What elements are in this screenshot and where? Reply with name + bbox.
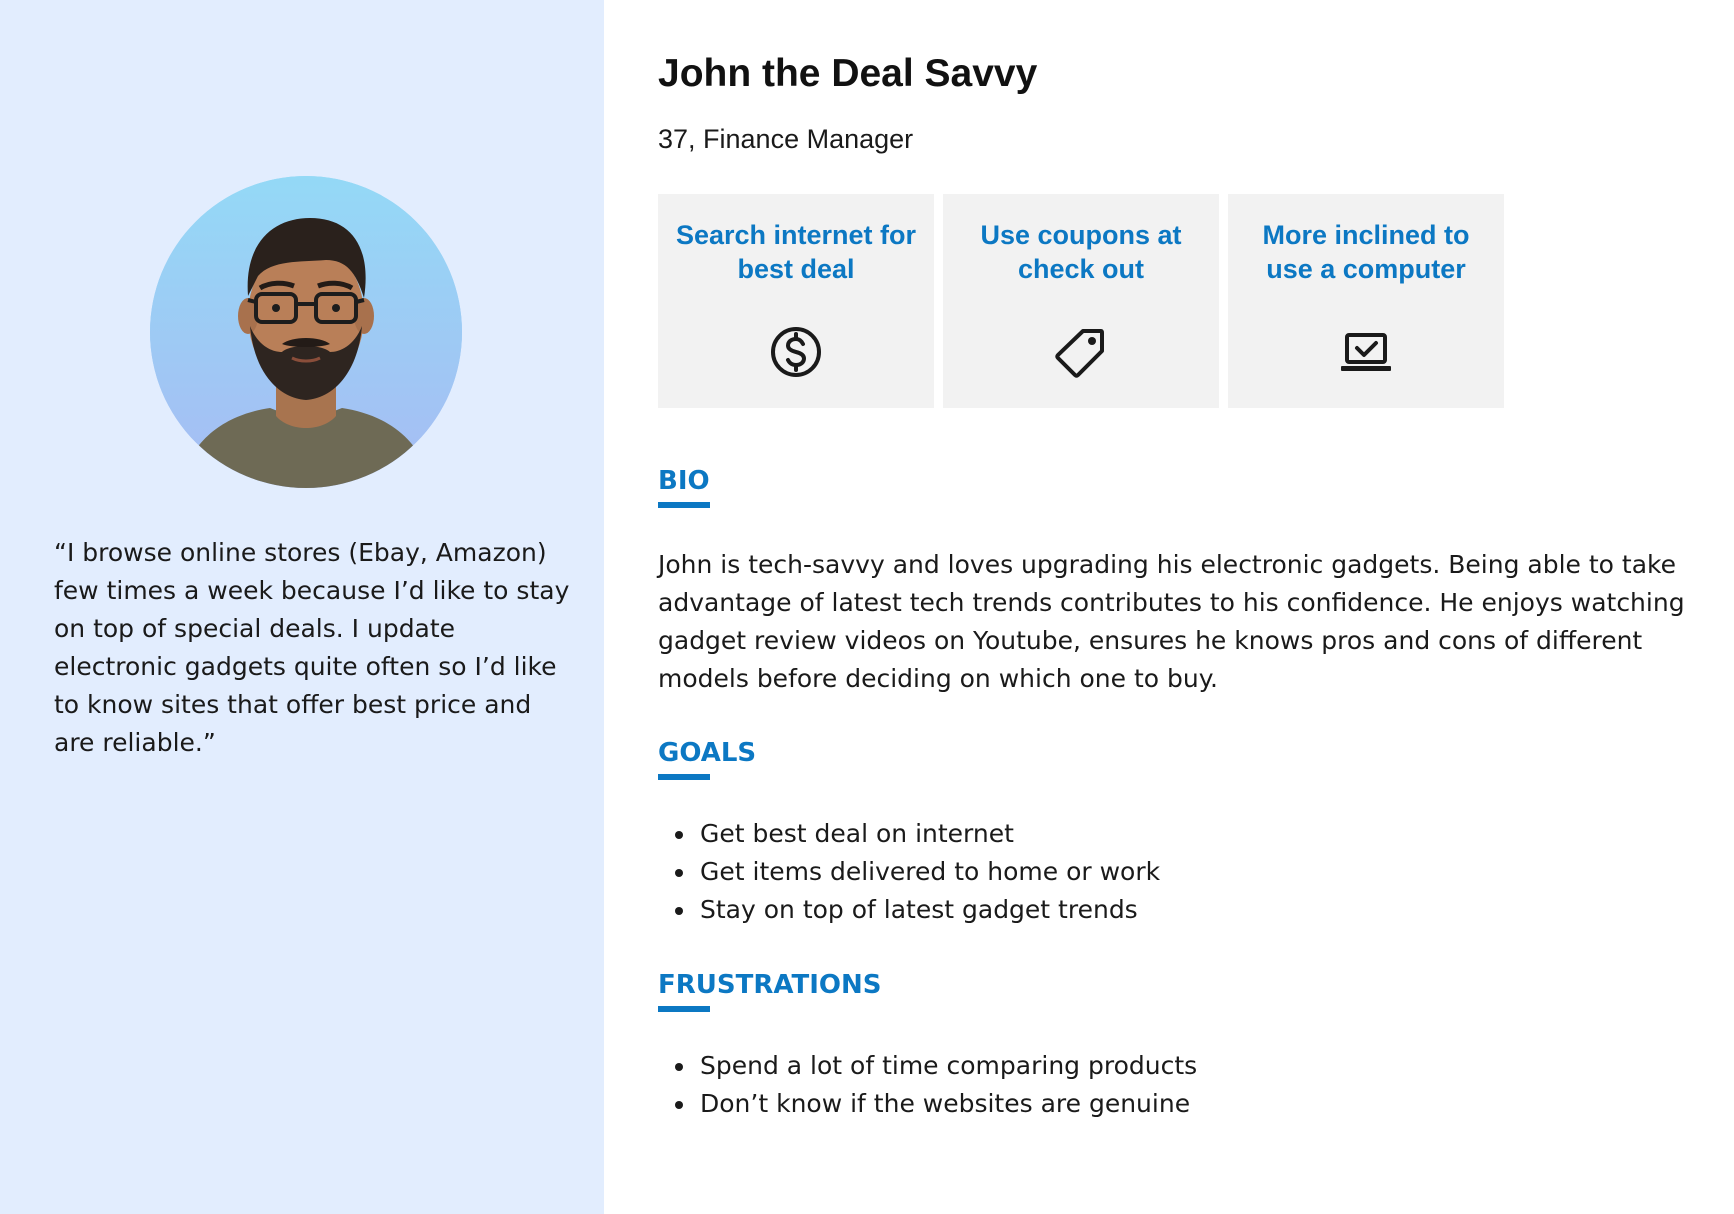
trait-card-label: More inclined to use a computer [1262,220,1470,284]
trait-card-computer [1228,194,1504,408]
persona-subtitle: 37, Finance Manager [658,124,914,154]
left-panel [0,0,604,1214]
goals-heading-underline [658,774,710,780]
list-item: Stay on top of latest gadget trends [658,891,1160,929]
dollar-coin-icon [768,324,824,380]
laptop-check-icon [1338,324,1394,380]
bullet-icon [675,831,683,839]
trait-card-label: Use coupons at check out [980,220,1182,284]
persona-name: John the Deal Savvy [658,52,1038,95]
list-item: Spend a lot of time comparing products [658,1047,1197,1085]
trait-cards [658,194,1504,408]
bio-heading: BIO [658,466,710,496]
bullet-icon [675,1063,683,1071]
goals-heading: GOALS [658,738,757,768]
avatar [150,176,462,488]
price-tag-icon [1053,324,1109,380]
bullet-icon [675,869,683,877]
trait-card-label: Search internet for best deal [675,220,917,284]
frustrations-heading: FRUSTRATIONS [658,970,882,1000]
bullet-icon [675,1101,683,1109]
trait-card-coupons [943,194,1219,408]
frustrations-heading-underline [658,1006,710,1012]
persona-quote: “I browse online stores (Ebay, Amazon) few times a week because I’d like to stay on top of special deals. I update electronic gadgets quite often so I’d like to know sites that offer best price and are reliable.” [54,538,570,757]
bio-text: John is tech-savvy and loves upgrading his electronic gadgets. Being able to take advantage of latest tech trends contributes to his confidence. He enjoys watching gadget review videos on Youtube, ensures he knows pros and cons of different models before deciding on which one to buy. [658,550,1685,693]
list-item: Don’t know if the websites are genuine [658,1085,1197,1123]
bio-heading-underline [658,502,710,508]
person-photo-icon [150,176,462,488]
right-panel [658,0,1698,1214]
goals-list [658,815,1160,929]
frustrations-list [658,1047,1197,1123]
bullet-icon [675,907,683,915]
trait-card-search [658,194,934,408]
list-item: Get items delivered to home or work [658,853,1160,891]
list-item: Get best deal on internet [658,815,1160,853]
